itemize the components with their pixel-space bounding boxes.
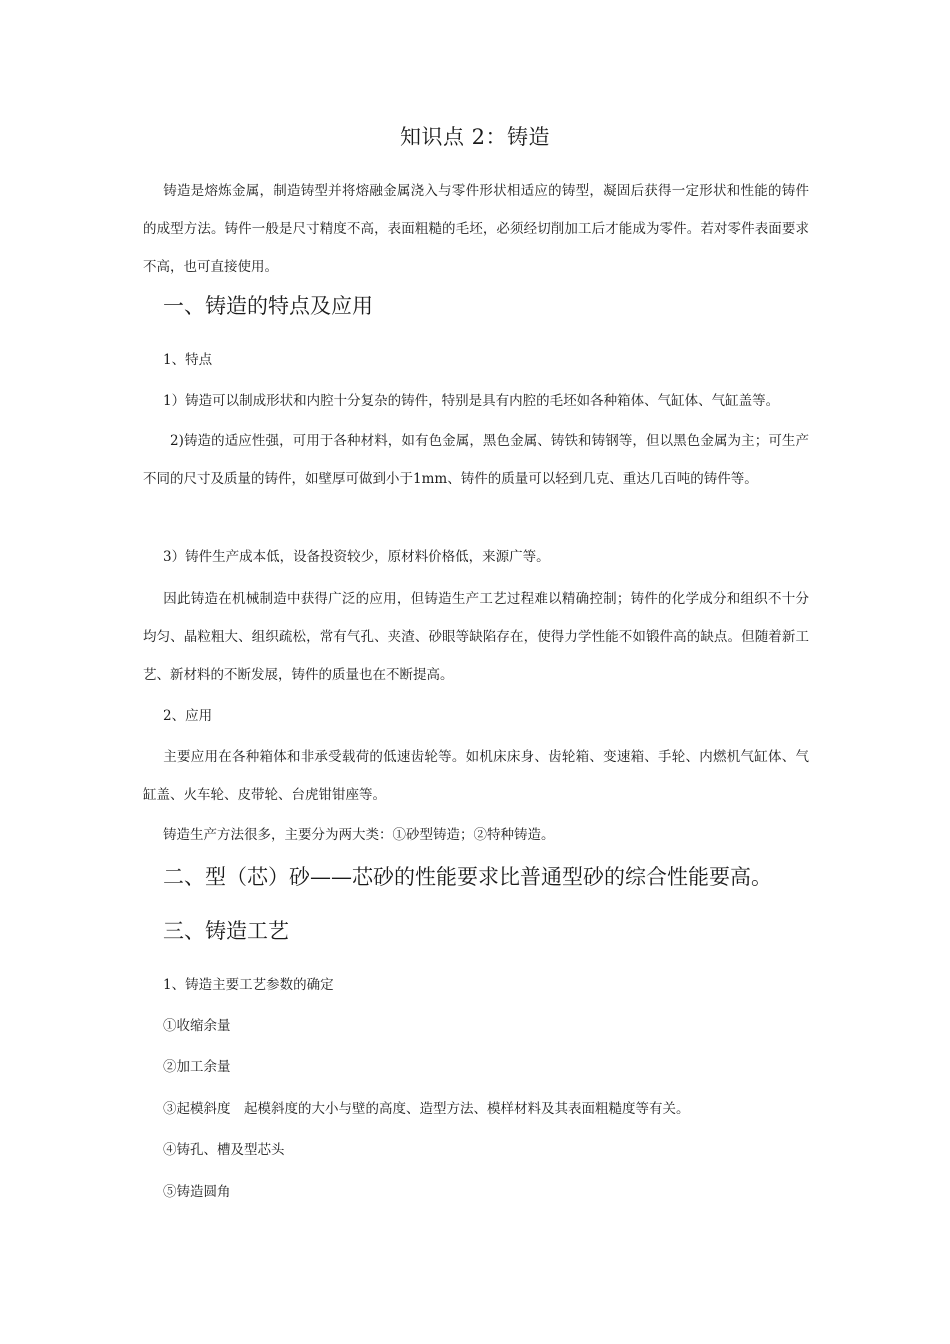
section1-sub1: 1、特点 [163,352,213,368]
section3-param-2: ②加工余量 [163,1059,231,1075]
section3-param-3: ③起模斜度 起模斜度的大小与壁的高度、造型方法、模样材料及其表面粗糙度等有关。 [163,1101,690,1117]
section3-param-4: ④铸孔、槽及型芯头 [163,1142,285,1158]
section1-methods: 铸造生产方法很多，主要分为两大类：①砂型铸造；②特种铸造。 [163,827,555,843]
section1-item2-paragraph [143,422,809,498]
section3-param-1: ①收缩余量 [163,1018,231,1034]
intro-paragraph [143,172,809,286]
section1-item1: 1）铸造可以制成形状和内腔十分复杂的铸件，特别是具有内腔的毛坯如各种箱体、气缸体、气缸盖等。 [163,393,780,409]
section2-heading: 二、型（芯）砂——芯砂的性能要求比普通型砂的综合性能要高。 [163,865,772,889]
section1-application-paragraph [143,738,809,814]
section1-heading: 一、铸造的特点及应用 [163,294,373,318]
page-title: 知识点 2：铸造 [399,125,551,149]
section1-application-text: 主要应用在各种箱体和非承受载荷的低速齿轮等。如机床床身、齿轮箱、变速箱、手轮、内燃机气缸体、气缸盖、火车轮、皮带轮、台虎钳钳座等。 [143,749,809,803]
section1-summary-paragraph [143,580,809,694]
section1-item3: 3）铸件生产成本低，设备投资较少，原材料价格低，来源广等。 [163,549,550,565]
section3-sub1: 1、铸造主要工艺参数的确定 [163,977,334,993]
section1-sub2: 2、应用 [163,708,213,724]
section1-item2-text: 2)铸造的适应性强，可用于各种材料，如有色金属，黑色金属、铸铁和铸钢等，但以黑色金属为主；可生产不同的尺寸及质量的铸件，如壁厚可做到小于1mm、铸件的质量可以轻到几克、重达几百吨的铸件等。 [143,433,809,487]
section1-summary-text: 因此铸造在机械制造中获得广泛的应用，但铸造生产工艺过程难以精确控制；铸件的化学成分和组织不十分均匀、晶粒粗大、组织疏松，常有气孔、夹渣、砂眼等缺陷存在，使得力学性能不如锻件高的缺点。但随着新工艺、新材料的不断发展，铸件的质量也在不断提高。 [143,591,809,683]
section3-heading: 三、铸造工艺 [163,919,289,943]
section3-param-5: ⑤铸造圆角 [163,1184,231,1200]
intro-text: 铸造是熔炼金属，制造铸型并将熔融金属浇入与零件形状相适应的铸型，凝固后获得一定形状和性能的铸件的成型方法。铸件一般是尺寸精度不高，表面粗糙的毛坯，必须经切削加工后才能成为零件。若对零件表面要求不高，也可直接使用。 [143,183,809,275]
